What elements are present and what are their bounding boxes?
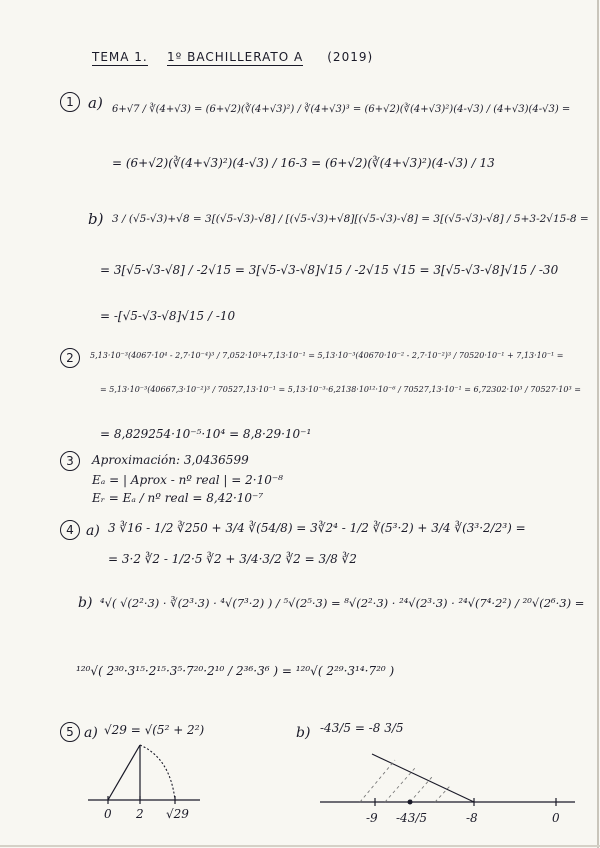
question-2-number: 2 bbox=[60, 348, 80, 368]
q5-a-label: a) bbox=[84, 725, 98, 741]
question-4-number: 4 bbox=[60, 520, 80, 540]
q1-a-line2: = (6+√2)(∛(4+√3)²)(4-√3) / 16-3 = (6+√2)(∛(4+√3)²)(4-√3) / 13 bbox=[112, 156, 495, 170]
title-course: 1º BACHILLERATO A bbox=[167, 50, 304, 64]
q4-b-line2: ¹²⁰√( 2³⁰·3¹⁵·2¹⁵·3⁵·7²⁰·2¹⁰ / 2³⁶·3⁶ ) = ¹²⁰√( 2²⁹·3¹⁴·7²⁰ ) bbox=[76, 664, 395, 678]
q2-line3: = 8,829254·10⁻⁵·10⁴ = 8,8·29·10⁻¹ bbox=[100, 427, 312, 441]
q5-b-text: -43/5 = -8 3/5 bbox=[320, 721, 404, 735]
q1-b-line2: = 3[√5-√3-√8] / -2√15 = 3[√5-√3-√8]√15 / -2√15 √15 = 3[√5-√3-√8]√15 / -30 bbox=[100, 263, 559, 277]
q1-a-label: a) bbox=[88, 94, 103, 112]
q1-b-line1: 3 / (√5-√3)+√8 = 3[(√5-√3)-√8] / [(√5-√3)+√8][(√5-√3)-√8] = 3[(√5-√3)-√8] / 5+3-2√15-8 = bbox=[112, 213, 589, 225]
q4-b-label: b) bbox=[78, 595, 93, 611]
q2-line2: = 5,13·10⁻³(40667,3·10⁻²)³ / 70527,13·10⁻¹ = 5,13·10⁻³·6,2138·10¹²·10⁻⁶ / 70527,13·10⁻¹ = 6,72302·10³ / 70527·10³ = bbox=[100, 385, 581, 394]
q4-a-line2: = 3·2 ∛2 - 1/2·5 ∛2 + 3/4·3/2 ∛2 = 3/8 ∛2 bbox=[108, 552, 357, 566]
q4-a-label: a) bbox=[86, 523, 100, 539]
question-3-number: 3 bbox=[60, 451, 80, 471]
q4-a-line1: 3 ∛16 - 1/2 ∛250 + 3/4 ∛(54/8) = 3∛2⁴ - 1/2 ∛(5³·2) + 3/4 ∛(3³·2/2³) = bbox=[108, 521, 526, 535]
q1-b-label: b) bbox=[88, 210, 104, 228]
title-tema: TEMA 1. bbox=[92, 50, 148, 64]
q3-line3: Eᵣ = Eₐ / nº real = 8,42·10⁻⁷ bbox=[92, 491, 264, 505]
question-1-number: 1 bbox=[60, 92, 80, 112]
q5-a-axis-label-sqrt29: √29 bbox=[166, 807, 189, 821]
q5-b-axis-label-0: 0 bbox=[552, 811, 560, 825]
title-year: (2019) bbox=[327, 50, 374, 64]
question-5-number: 5 bbox=[60, 722, 80, 742]
q4-b-line1: ⁴√( √(2²·3) · ∛(2³·3) · ⁴√(7³·2) ) / ⁵√(2⁵·3) = ⁸√(2²·3) · ²⁴√(2³·3) · ²⁴√(7⁴·2²) / ²⁰√(2⁶·3) = bbox=[100, 596, 585, 610]
q5-a-axis-label-0: 0 bbox=[104, 807, 112, 821]
q3-line1: Aproximación: 3,0436599 bbox=[92, 453, 249, 467]
q5-b-axis-label-minus9: -9 bbox=[366, 811, 378, 825]
q5-a-axis-label-2: 2 bbox=[136, 807, 144, 821]
q2-line1: 5,13·10⁻³(4067·10⁴ - 2,7·10⁻⁴)³ / 7,052·10³+7,13·10⁻¹ = 5,13·10⁻³(40670·10⁻² - 2,7·10⁻²)³ / 70520·10⁻¹ + 7,13·10⁻¹ = bbox=[90, 351, 564, 360]
q5-b-label: b) bbox=[296, 725, 311, 741]
q1-b-line3: = -[√5-√3-√8]√15 / -10 bbox=[100, 309, 236, 323]
q1-a-line1: 6+√7 / ∛(4+√3) = (6+√2)(∛(4+√3)²) / ∛(4+√3)³ = (6+√2)(∛(4+√3)²)(4-√3) / (4+√3)(4-√3) = bbox=[112, 104, 571, 115]
q3-line2: Eₐ = | Aprox - nº real | = 2·10⁻⁸ bbox=[92, 473, 283, 487]
q5-a-text: √29 = √(5² + 2²) bbox=[104, 723, 205, 737]
q5-b-axis-label-minus43-5: -43/5 bbox=[396, 811, 428, 825]
q5-b-axis-label-minus8: -8 bbox=[466, 811, 478, 825]
